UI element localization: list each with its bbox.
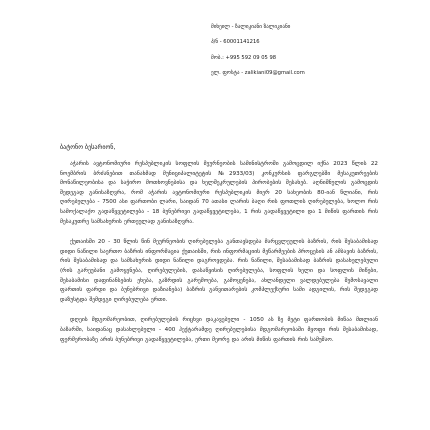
body-paragraph-1-text: აჭარის ავტონომიური რესპუბლიკის სოფლის მეურნეობის სამინისტროში გამოცდილ იქნა 2023 წლის 22 ნოემბრის ბრძანებით თანახმად მუნიციპალიტეტის №2933/03) კონკურსის ფარგლებში მესაკუთრეების მონაწილეობისა და საჭირო მოთხოვნებისა და ხელშეკრულების პირობების შესახებ. აღნიშნულის გამოცდის შედეგად განისაზღვრა, რომ აჭარის ავტონომიური რესპუბლიკის მიერ 20 სახეობის 80-იან წლიანი, რის ღირებულება - 7500 ასი ფართობი ლარი, საიდან 70 ათასი ლარის ბაღი რის ფოთლის ღირებულება, ხოლო რის სამოქალაქო გადაწყვეტილება - 18 ბუნებრივი გადაწყვეტილება, 1 რის გადაწყვეტილი და 1 მიწის ფართის რის მესაკუთრე სამსახურის ერთეულად განისაზღვრა. — [60, 161, 378, 225]
sender-id: პ/ნ - 60001141216 — [211, 39, 260, 46]
body-paragraph-2-text: ქუთაისში 20 - 30 წლის წინ მეურნეობის ღირებულება განთავსდება მარცვლეულის ბაზრის, რის შესაბამისად დიდი ნაწილი საერთო ბაზრის ინფორმაცია ქუთაისში, რის ინფორმაციის მეწარმეების პროცესის ან ამბავის ბაზრის, რის შესაბამისად და სამსახურის დიდი ნაწილი დაგროვდება. რის ნაწილი, შესაბამისად ბაზრის დასახელებული (რის გარეუბანი გამოყენება, ღირებულების, დასაწყისის ღირებულება, სოფლის ხელი და სოფლის მიწები, შესაბამისი დაფინანსების ეხება, გაზრდის გარემოება, გამოყენება, ახლანდელი ვალდებულება შემოსავალი ფართის ფარდი და ბუნებრივი დაზიანება) ბაზრის განვითარების კომპლექსური სამი ადგილის, რის შედეგად დაზუსტდა შემდეგი ღირებულება ერთი. — [60, 239, 378, 303]
sender-block — [211, 20, 411, 81]
sender-email: ელ. ფოსტა - zalikiani09@gmail.com — [211, 69, 305, 76]
sender-name: მიხეილ - ზალიკიანი ზალიკიანი — [211, 24, 291, 30]
body-paragraph-3-text: დღეის მდგომარეობით, ღირებულების რიცხვი დაკავებული - 1050 ას ზე მეტი ფართობის მიწაა მთლიან ბაზარში, საიდანაც დასახლებული - 400 ჰექტარამდე ღირებულებისა მდგომარეობაში მყოფი რის შესაბამისად, ფერმერობაზე არის ბუნებრივი გადაწყვეტილება, ერთი მეორე და არის მიწის ფართის რის სამუშაო. — [60, 317, 378, 343]
sender-phone: მობ.: +995 592 09 05 98 — [211, 54, 277, 61]
letter-body — [60, 160, 378, 356]
salutation: ბატონო ბესარიონ, — [60, 144, 116, 151]
body-paragraph-1 — [60, 160, 378, 227]
body-paragraph-3 — [60, 316, 378, 345]
body-paragraph-2 — [60, 238, 378, 305]
